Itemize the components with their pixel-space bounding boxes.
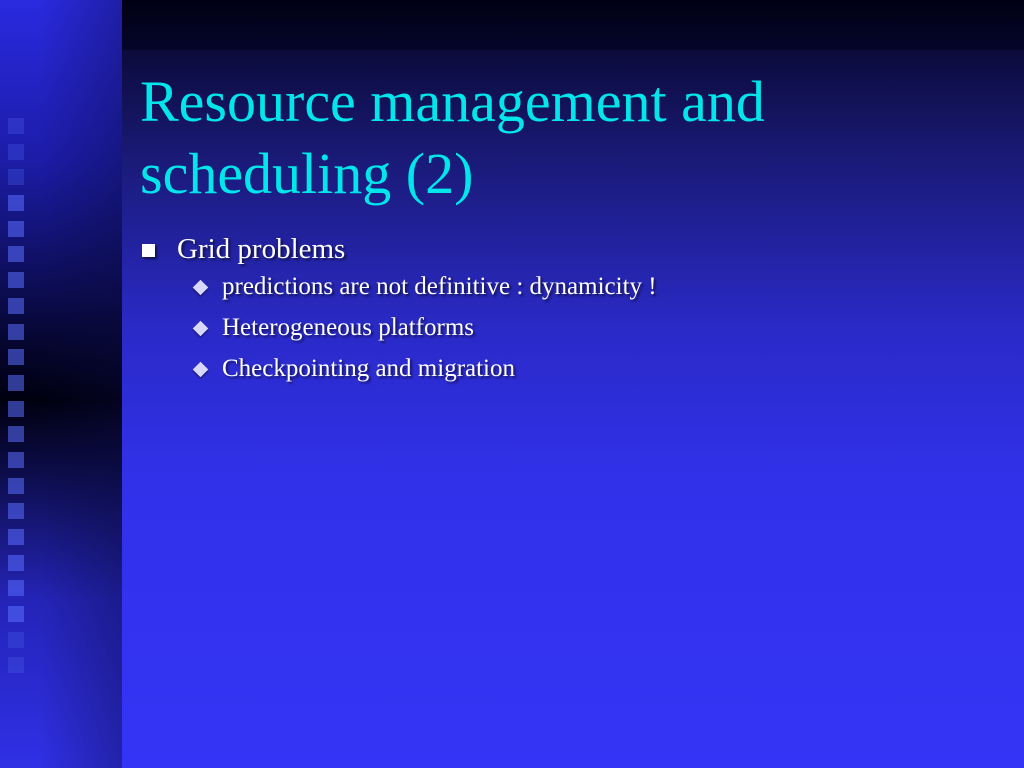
- sub-bullet-text: Checkpointing and migration: [222, 355, 516, 382]
- decorative-square: [8, 555, 24, 571]
- bullet-list: [140, 232, 1000, 395]
- decorative-square: [8, 375, 24, 391]
- bullet-item: [140, 232, 1000, 272]
- decorative-square: [8, 657, 24, 673]
- decorative-square: [8, 401, 24, 417]
- sub-bullet-text: predictions are not definitive : dynamicity !: [222, 273, 657, 300]
- decorative-square: [8, 221, 24, 237]
- sub-bullet-text: Heterogeneous platforms: [222, 314, 475, 341]
- decorative-square: [8, 169, 24, 185]
- decorative-square: [8, 606, 24, 622]
- decorative-square: [8, 272, 24, 288]
- slide-title: Resource management and scheduling (2): [140, 69, 765, 206]
- sub-bullet-item: [140, 313, 1000, 354]
- decorative-square: [8, 452, 24, 468]
- square-bullet-icon: [142, 244, 155, 257]
- decorative-squares-column: [8, 118, 24, 683]
- decorative-square: [8, 144, 24, 160]
- decorative-square: [8, 246, 24, 262]
- decorative-square: [8, 503, 24, 519]
- decorative-square: [8, 118, 24, 134]
- decorative-square: [8, 426, 24, 442]
- bullet-text: Grid problems: [177, 233, 346, 265]
- top-decorative-band: [122, 0, 1024, 50]
- sub-bullet-item: [140, 354, 1000, 395]
- decorative-square: [8, 195, 24, 211]
- decorative-square: [8, 580, 24, 596]
- decorative-square: [8, 529, 24, 545]
- diamond-bullet-icon: [193, 321, 209, 337]
- decorative-square: [8, 349, 24, 365]
- diamond-bullet-icon: [193, 280, 209, 296]
- decorative-square: [8, 324, 24, 340]
- decorative-square: [8, 298, 24, 314]
- sub-bullet-item: [140, 272, 1000, 313]
- decorative-square: [8, 632, 24, 648]
- decorative-square: [8, 478, 24, 494]
- diamond-bullet-icon: [193, 362, 209, 378]
